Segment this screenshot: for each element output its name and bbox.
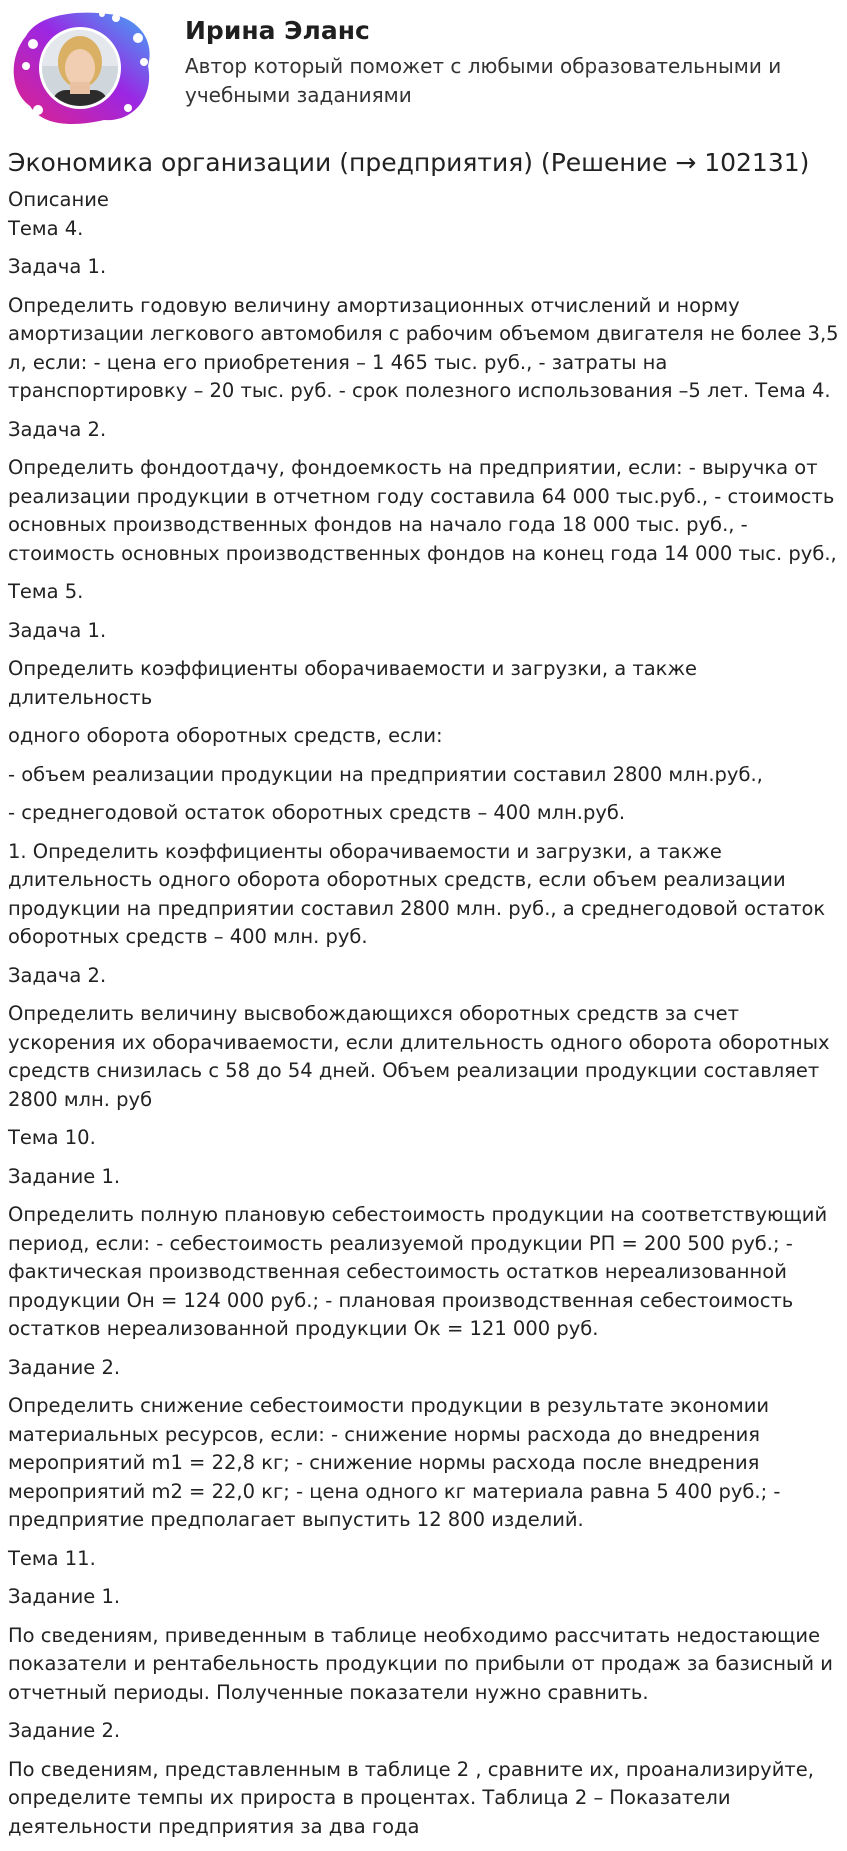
description-section <box>8 186 843 1851</box>
description-paragraph: 1. Определить коэффициенты оборачиваемости и загрузки, а также длительность одного оборота оборотных средств, если объем реализации продукции на предприятии составил 2800 млн. руб., а среднегодовой остаток оборотных средств – 400 млн. руб. <box>8 839 826 948</box>
description-paragraph: Определить фондоотдачу, фондоемкость на предприятии, если: - выручка от реализации продукции в отчетном году составила 64 000 тыс.руб., - стоимость основных производственных фондов на начало года 18 000 тыс. руб., - стоимость основных производственных фондов на конец года 14 000 тыс. руб., <box>8 456 837 565</box>
description-paragraph: Задача 1. <box>8 255 107 278</box>
description-paragraph: Определить коэффициенты оборачиваемости и загрузки, а также длительность <box>8 657 698 709</box>
description-paragraph: Определить годовую величину амортизационных отчислений и норму амортизации легкового автомобиля с рабочим объемом двигателя не более 3,5 л, если: - цена его приобретения – 1 465 тыс. руб., - затраты на транспортировку – 20 тыс. руб. - срок полезного использования –5 лет. Тема 4. <box>8 293 839 402</box>
description-paragraph: - среднегодовой остаток оборотных средств – 400 млн.руб. <box>8 801 626 824</box>
description-paragraph: Задание 1. <box>8 1164 121 1188</box>
description-paragraph: Задание 2. <box>8 1719 121 1742</box>
description-paragraph: Задание 1. <box>8 1585 121 1608</box>
description-paragraph: Тема 4. <box>8 216 84 240</box>
description-paragraph: По сведениям, представленным в таблице 2 , сравните их, проанализируйте, определите темпы их прироста в процентах. Таблица 2 – Показатели деятельности предприятия за два года <box>8 1757 814 1838</box>
description-paragraph: Тема 10. <box>8 1126 96 1149</box>
description-paragraph: Тема 11. <box>8 1546 96 1570</box>
avatar-image <box>8 6 158 130</box>
description-paragraph: Задача 2. <box>8 963 107 987</box>
work-title: Экономика организации (предприятия) (Решение → 102131) <box>8 148 810 177</box>
description-paragraph: Определить снижение себестоимости продукции в результате экономии материальных ресурсов, если: - снижение нормы расхода до внедрения мероприятий m1 = 22,8 кг; - снижение нормы расхода после внедрения мероприятий m2 = 22,0 кг; - цена одного кг материала равна 5 400 руб.; - предприятие предполагает выпустить 12 800 изделий. <box>8 1394 781 1531</box>
author-card[interactable] <box>8 6 839 130</box>
author-name[interactable]: Ирина Эланс <box>185 16 370 45</box>
description-paragraph: По сведениям, приведенным в таблице необходимо рассчитать недостающие показатели и рентабельность продукции по прибыли от продаж за базисный и отчетный периоды. Полученные показатели нужно сравнить. <box>8 1623 833 1704</box>
description-paragraph: Определить полную плановую себестоимость продукции на соответствующий период, если: - себестоимость реализуемой продукции РП = 200 500 руб.; - фактическая производственная себестоимость остатков нереализованной продукции Он = 124 000 руб.; - плановая производственная себестоимость остатков нереализованной продукции Ок = 121 000 руб. <box>8 1203 828 1340</box>
description-paragraph: Определить величину высвобождающихся оборотных средств за счет ускорения их оборачиваемости, если длительность одного оборота оборотных средств снизилась с 58 до 54 дней. Объем реализации продукции составляет 2800 млн. руб <box>8 1002 830 1111</box>
description-paragraph: одного оборота оборотных средств, если: <box>8 724 443 747</box>
description-paragraph: Задача 1. <box>8 618 107 642</box>
description-paragraph: Задание 2. <box>8 1355 121 1379</box>
description-paragraph: Задача 2. <box>8 417 107 441</box>
description-paragraph: - объем реализации продукции на предприятии составил 2800 млн.руб., <box>8 762 763 786</box>
author-description: Автор который поможет с любыми образовательными и учебными заданиями <box>185 54 782 107</box>
avatar[interactable] <box>8 6 158 130</box>
description-label: Описание <box>8 188 109 211</box>
description-paragraph: Тема 5. <box>8 580 84 603</box>
